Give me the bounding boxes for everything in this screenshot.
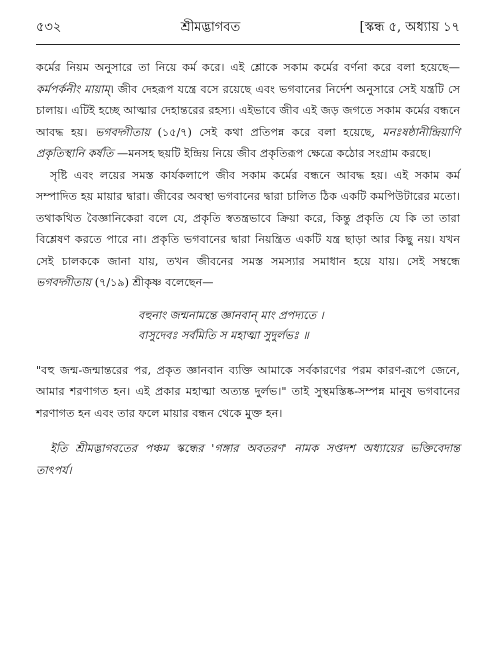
- page: [36, 18, 460, 481]
- sanskrit-verse: [138, 306, 460, 346]
- text-run: সৃষ্টি এবং লয়ের সমস্ত কার্যকলাপে জীব সকাম কর্মের বন্ধনে আবদ্ধ হয়। এই সকাম কর্ম সম্পাদিত হয় মায়ার দ্বারা। জীবের অবস্থা ভগবানের দ্বারা চালিত ঠিক একটি কমপিউটারের মতো। তথাকথিত বৈজ্ঞানিকেরা বলে যে, প্রকৃতি স্বতন্ত্রভাবে ক্রিয়া করে, কিন্তু প্রকৃতি যে কি তা তারা বিশ্লেষণ করতে পারে না। প্রকৃতি ভগবানের দ্বারা নিয়ন্ত্রিত একটি যন্ত্র ছাড়া আর কিছু নয়। যখন সেই চালককে জানা যায়, তখন জীবনের সমস্ত সমস্যার সমাধান হয়ে যায়। সেই সম্বন্ধে: [36, 168, 460, 268]
- chapter-colophon: ইতি শ্রীমদ্ভাগবতের পঞ্চম স্কন্ধের 'গঙ্গার অবতরণ' নামক সপ্তদশ অধ্যায়ের ভক্তিবেদান্ত তাৎপর্য।: [36, 442, 460, 477]
- chapter-reference: [স্কন্ধ ৫, অধ্যায় ১৭: [359, 20, 460, 35]
- book-reference: ভগবদ্গীতায়: [36, 276, 92, 289]
- sanskrit-term: কর্মপর্কনীং মায়াম্: [36, 82, 110, 96]
- verse-translation-paragraph: "বহু জন্ম-জন্মান্তরের পর, প্রকৃত জ্ঞানবান ব্যক্তি আমাকে সর্বকারণের পরম কারণ-রূপে জেনে, আমার শরণাগত হন। এই প্রকার মহাত্মা অত্যন্ত দুর্লভ।" তাই সুস্থমস্তিষ্ক-সম্পন্ন মানুষ ভগবানের শরণাগত হন এবং তার ফলে মায়ার বন্ধন থেকে মুক্ত হন।: [36, 363, 460, 420]
- text-run: (৭/১৯) শ্রীকৃষ্ণ বলেছেন—: [91, 276, 214, 289]
- book-title: শ্রীমদ্ভাগবত: [180, 20, 241, 35]
- verse-line-2: বাসুদেবঃ সর্বমিতি স মহাত্মা সুদুর্লভঃ ॥: [138, 328, 309, 342]
- verse-line-1: বহুনাং জন্মনামন্তে জ্ঞানবান্ মাং প্রপদ্যতে ।: [138, 308, 324, 322]
- page-header: [36, 18, 460, 45]
- purport-paragraph-1: [36, 57, 460, 165]
- text-run: । জীব দেহরূপ যন্ত্রে বসে রয়েছে এবং ভগবানের নির্দেশ অনুসারে সেই যন্ত্রটি সে চালায়। এটিই হচ্ছে আত্মার দেহান্তরের রহস্য। এইভাবে জীব এই জড় জগতে সকাম কর্মের বন্ধনে আবদ্ধ হয়।: [36, 82, 460, 139]
- text-run: (১৫/৭) সেই কথা প্রতিপন্ন করে বলা হয়েছে,: [150, 125, 383, 139]
- sanskrit-quote: মনঃষষ্ঠানীন্দ্রিয়াণি প্রকৃতিস্থানি কর্ষতি: [36, 125, 461, 160]
- book-reference: ভগবদ্গীতায়: [94, 125, 151, 139]
- text-run: —মনসহ ছয়টি ইন্দ্রিয় নিয়ে জীব প্রকৃতিরূপ ক্ষেত্রে কঠোর সংগ্রাম করছে।: [113, 147, 431, 160]
- page-number: ৫৩২: [36, 20, 62, 35]
- purport-paragraph-2: [36, 165, 460, 294]
- text-run: কর্মের নিয়ম অনুসারে তা নিয়ে কর্ম করে। এই শ্লোকে সকাম কর্মের বর্ণনা করে বলা হয়েছে—: [36, 61, 460, 74]
